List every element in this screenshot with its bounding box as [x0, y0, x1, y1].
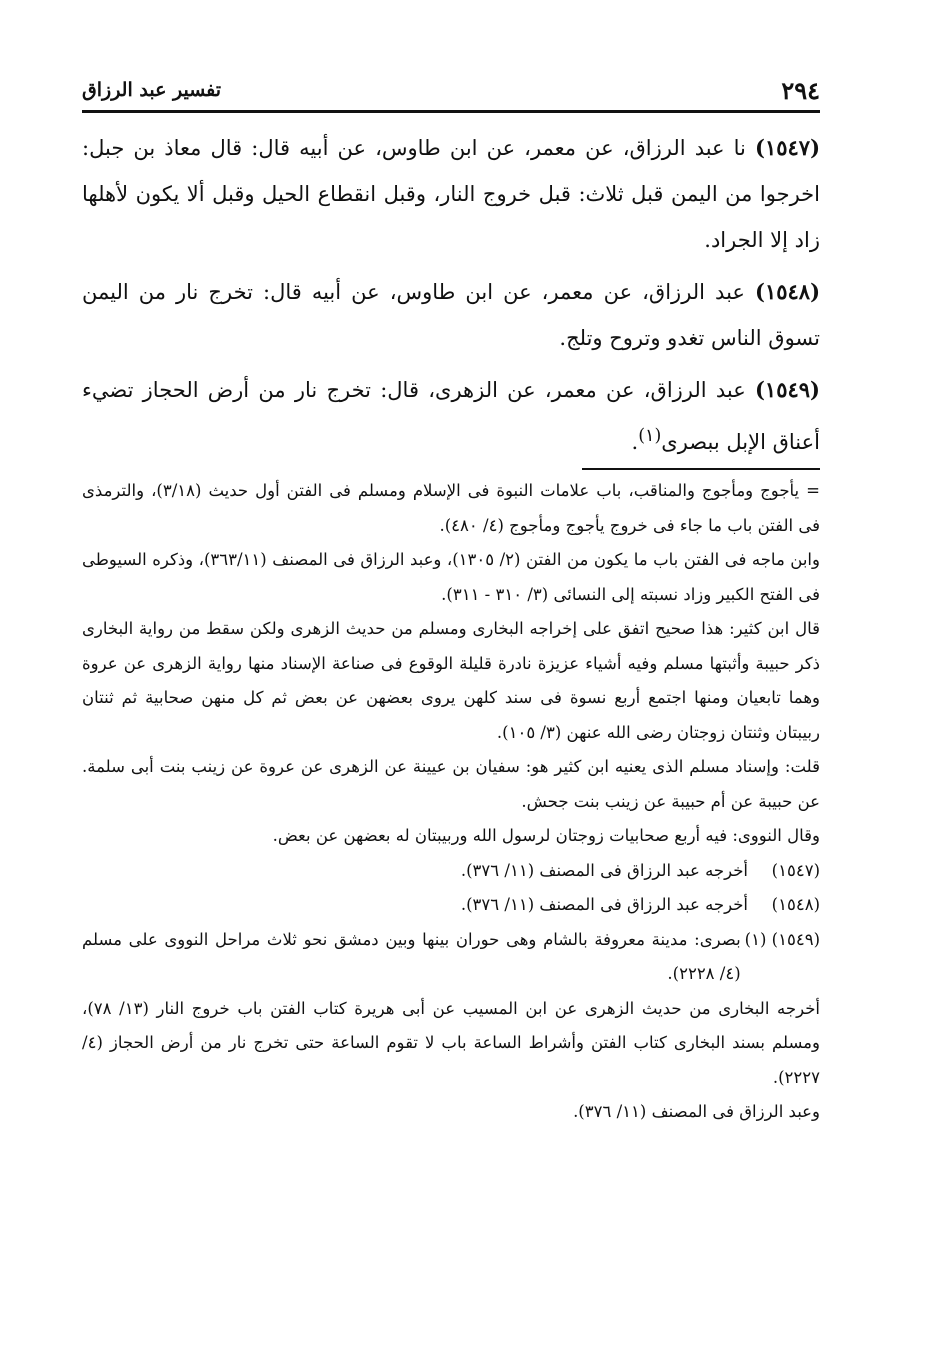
footnotes [82, 474, 820, 1130]
hadith-text: عبد الرزاق، عن معمر، عن ابن طاوس، عن أبيه قال: تخرج نار من اليمن تسوق الناس تغدو وتروح وتلج. [82, 280, 820, 350]
footnote-paragraph: وقال النووى: فيه أربع صحابيات زوجتان لرسول الله وربيبتان له بعضهن عن بعض. [272, 826, 820, 845]
main-text [82, 125, 820, 471]
footnote-text: أخرجه عبد الرزاق فى المصنف (١١/ ٣٧٦). [460, 860, 748, 880]
running-header [82, 70, 820, 110]
footnote-paragraph: وعبد الرزاق فى المصنف (١١/ ٣٧٦). [573, 1102, 820, 1121]
footnote-paragraph: وابن ماجه فى الفتن باب ما يكون من الفتن (٢/ ١٣٠٥)، وعبد الرزاق فى المصنف (٣٦٣/١١)، وذكره السيوطى فى الفتح الكبير وزاد نسبته إلى النسائى (٣/ ٣١٠ - ٣١١). [82, 550, 820, 604]
footnote-paragraph: أخرجه البخارى من حديث الزهرى عن ابن المسيب عن أبى هريرة كتاب الفتن باب خروج النار (١٣/ ٧٨)، ومسلم بسند البخارى كتاب الفتن وأشراط الساعة باب لا تقوم الساعة حتى تخرج نار من أرض الحجاز (٤/ ٢٢٢٧). [82, 998, 820, 1087]
footnote-ref: (١٥٤٨) [771, 895, 820, 914]
hadith-number: (١٥٤٨) [755, 279, 820, 304]
hadith-1547 [82, 125, 820, 263]
footnote-1549 [82, 923, 820, 992]
hadith-text: نا عبد الرزاق، عن معمر، عن ابن طاوس، عن أبيه قال: قال معاذ بن جبل: اخرجوا من اليمن قبل ثلاث: قبل خروج النار، وقبل انقطاع الحيل وقبل ألا يكون لأهلها زاد إلا الجراد. [82, 136, 820, 252]
page-number: ٢٩٤ [781, 75, 820, 105]
hadith-end: . [631, 430, 639, 454]
footnote-paragraph: = يأجوج ومأجوج والمناقب، باب علامات النبوة فى الإسلام ومسلم فى الفتن أول حديث (٣/١٨)، والترمذى فى الفتن باب ما جاء فى خروج يأجوج ومأجوج (٤/ ٤٨٠). [82, 481, 820, 535]
hadith-1549 [82, 367, 820, 465]
footnote-1548 [82, 888, 820, 923]
header-rule [82, 110, 820, 113]
footnote-paragraph: قال ابن كثير: هذا صحيح اتفق على إخراجه البخارى ومسلم من حديث الزهرى ولكن سقط من رواية البخارى ذكر حبيبة وأثبتها مسلم وفيه أشياء عزيزة نادرة قليلة الوقوع فى صناعة الإسناد منها رواية الزهرى عن عروة وهما تابعيان ومنها اجتمع أربع نسوة فى سند كلهن يروى بعضهن عن بعض ثم كل منهن صحابية ثم ثنتان ربيبتان وثنتان زوجتان رضى الله عنهن (٣/ ١٠٥). [82, 619, 820, 742]
book-title: تفسير عبد الرزاق [82, 79, 222, 101]
hadith-number: (١٥٤٩) [754, 377, 820, 402]
footnote-marker: (١) [638, 426, 662, 446]
footnote-1547 [82, 854, 820, 889]
footnote-ref: (١٥٤٧) [771, 860, 820, 880]
footnote-rule [582, 468, 820, 470]
footnote-ref: (١٥٤٩) (١) [744, 929, 820, 949]
footnote-text: أخرجه عبد الرزاق فى المصنف (١١/ ٣٧٦). [460, 895, 748, 914]
footnote-text: بصرى: مدينة معروفة بالشام وهى حوران بينها وبين دمشق نحو ثلاث مراحل النووى على مسلم (٤/ ٢٢٢٨). [82, 929, 741, 983]
hadith-text: عبد الرزاق، عن معمر، عن الزهرى، قال: تخرج نار من أرض الحجاز تضيء أعناق الإبل ببصرى [82, 378, 820, 454]
hadith-number: (١٥٤٧) [755, 135, 820, 160]
hadith-1548 [82, 269, 820, 361]
footnote-paragraph: قلت: وإسناد مسلم الذى يعنيه ابن كثير هو: سفيان بن عيينة عن الزهرى عن عروة عن زينب بنت أبى سلمة. عن حبيبة عن أم حبيبة عن زينب بنت جحش. [82, 757, 820, 811]
